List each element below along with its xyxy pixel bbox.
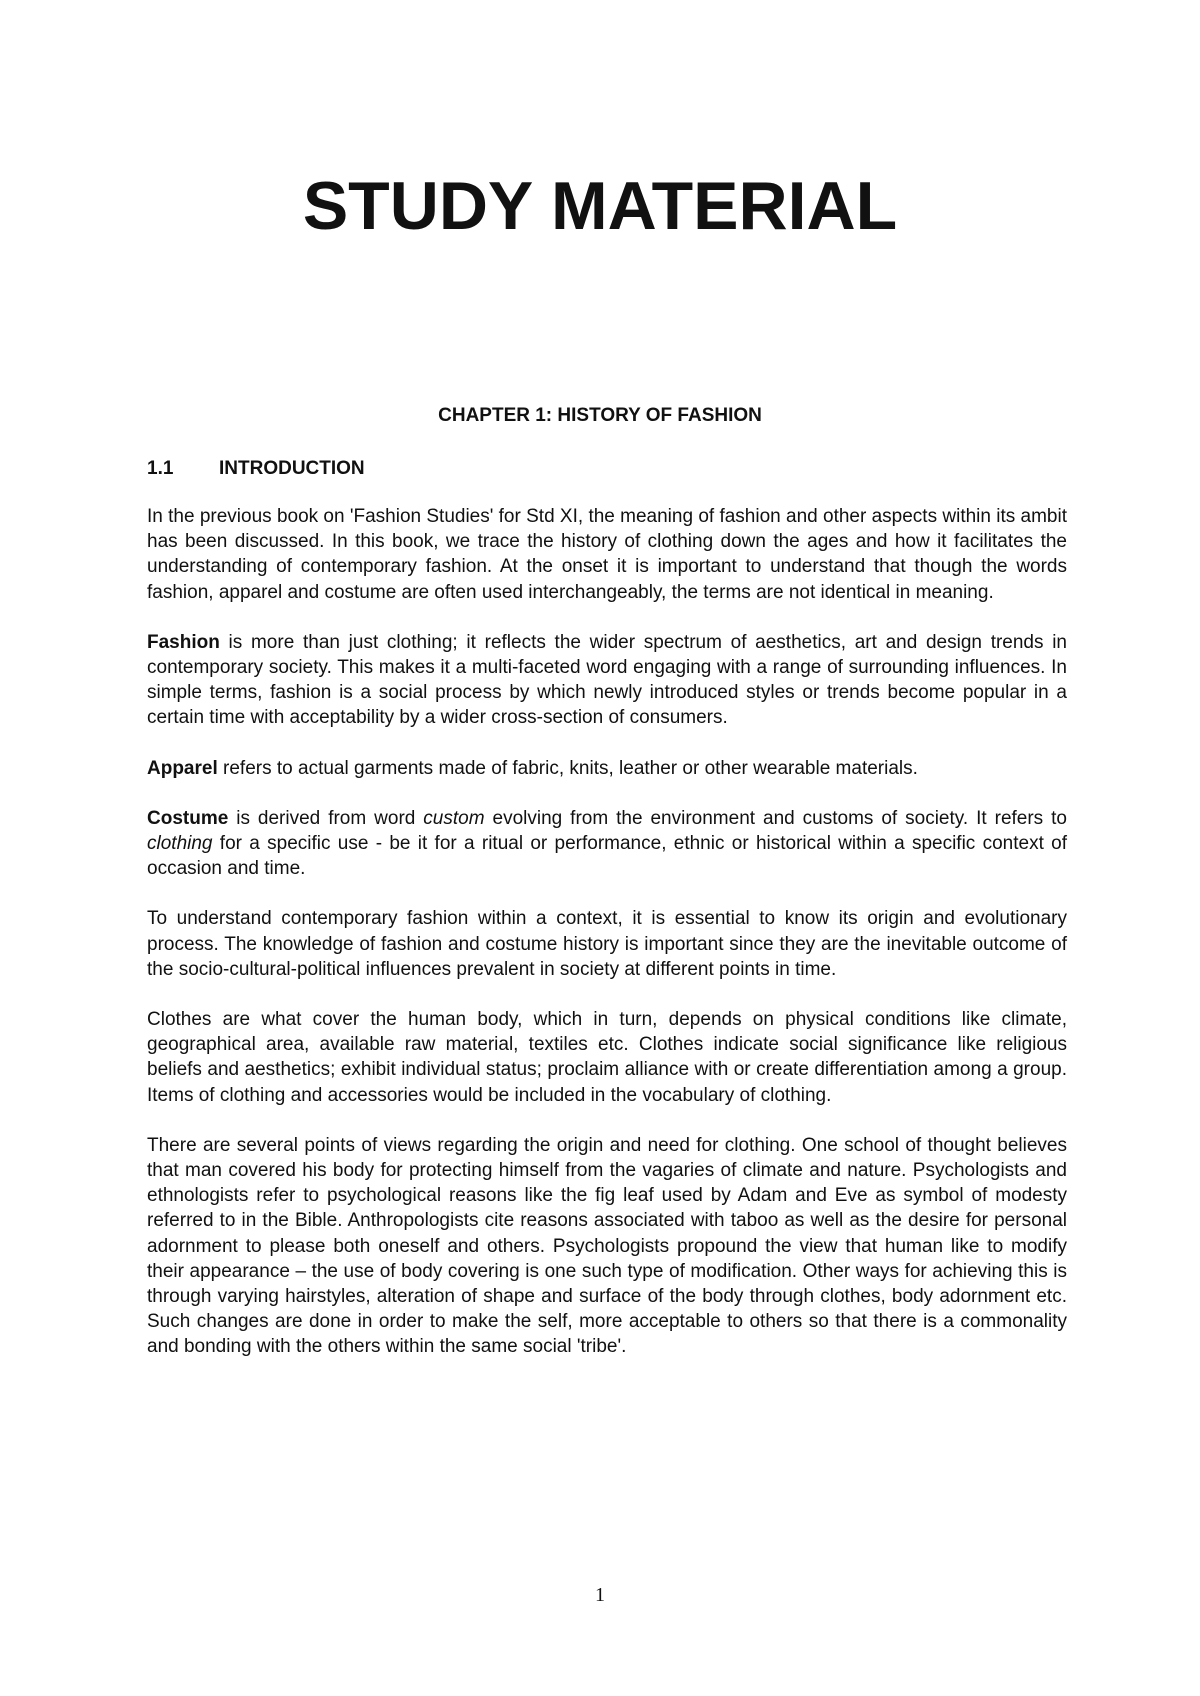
- italic-custom: custom: [423, 807, 485, 829]
- document-title: STUDY MATERIAL: [302, 168, 898, 244]
- term-fashion: Fashion: [147, 631, 220, 653]
- paragraph-apparel-text: refers to actual garments made of fabric, knits, leather or other wearable materials.: [217, 757, 918, 779]
- paragraph-intro: In the previous book on 'Fashion Studies' for Std XI, the meaning of fashion and other aspects within its ambit has been discussed. In this book, we trace the history of clothing down the ages and how it facilitates the understanding of contemporary fashion. At the onset it is important to understand that though the words fashion, apparel and costume are often used interchangeably, the terms are not identical in meaning.: [147, 506, 1067, 603]
- chapter-title: CHAPTER 1: HISTORY OF FASHION: [438, 405, 762, 426]
- section-title: INTRODUCTION: [219, 458, 365, 479]
- paragraph-costume-text-1: is derived from word: [228, 807, 424, 829]
- paragraph-apparel: [147, 756, 1067, 781]
- paragraph-costume: [147, 806, 1067, 882]
- term-apparel: Apparel: [147, 757, 218, 779]
- paragraph-fashion-text: is more than just clothing; it reflects the wider spectrum of aesthetics, art and design trends in contemporary society. This makes it a multi-faceted word engaging with a range of surrounding influences. In simple terms, fashion is a social process by which newly introduced styles or trends become popular in a certain time with acceptability by a wider cross-section of consumers.: [147, 631, 1067, 729]
- italic-clothing: clothing: [147, 833, 213, 855]
- paragraph-costume-text-2: evolving from the environment and customs of society. It refers to: [484, 807, 1067, 829]
- section-number: 1.1: [147, 458, 174, 479]
- section-heading: [147, 458, 365, 480]
- paragraph-origin: There are several points of views regarding the origin and need for clothing. One school of thought believes that man covered his body for protecting himself from the vagaries of climate and nature. Psychologists and ethnologists refer to psychological reasons like the fig leaf used by Adam and Eve as symbol of modesty referred to in the Bible. Anthropologists cite reasons associated with taboo as well as the desire for personal adornment to please both oneself and others. Psychologists propound the view that human like to modify their appearance – the use of body covering is one such type of modification. Other ways for achieving this is through varying hairstyles, alteration of shape and surface of the body through clothes, body adornment etc. Such changes are done in order to make the self, more acceptable to others so that there is a commonality and bonding with the others within the same social 'tribe'.: [147, 1134, 1067, 1358]
- body-text: [147, 504, 1067, 1385]
- paragraph-costume-text-3: for a specific use - be it for a ritual or performance, ethnic or historical within a specific context of occasion and time.: [147, 833, 1067, 880]
- term-costume: Costume: [147, 807, 229, 829]
- paragraph-fashion: [147, 630, 1067, 731]
- page-number: 1: [595, 1584, 605, 1606]
- paragraph-context: To understand contemporary fashion within a context, it is essential to know its origin and evolutionary process. The knowledge of fashion and costume history is important since they are the inevitable outcome of the socio-cultural-political influences prevalent in society at different points in time.: [147, 908, 1067, 980]
- paragraph-clothes: Clothes are what cover the human body, which in turn, depends on physical conditions like climate, geographical area, available raw material, textiles etc. Clothes indicate social significance like religious beliefs and aesthetics; exhibit individual status; proclaim alliance with or create differentiation among a group. Items of clothing and accessories would be included in the vocabulary of clothing.: [147, 1009, 1067, 1106]
